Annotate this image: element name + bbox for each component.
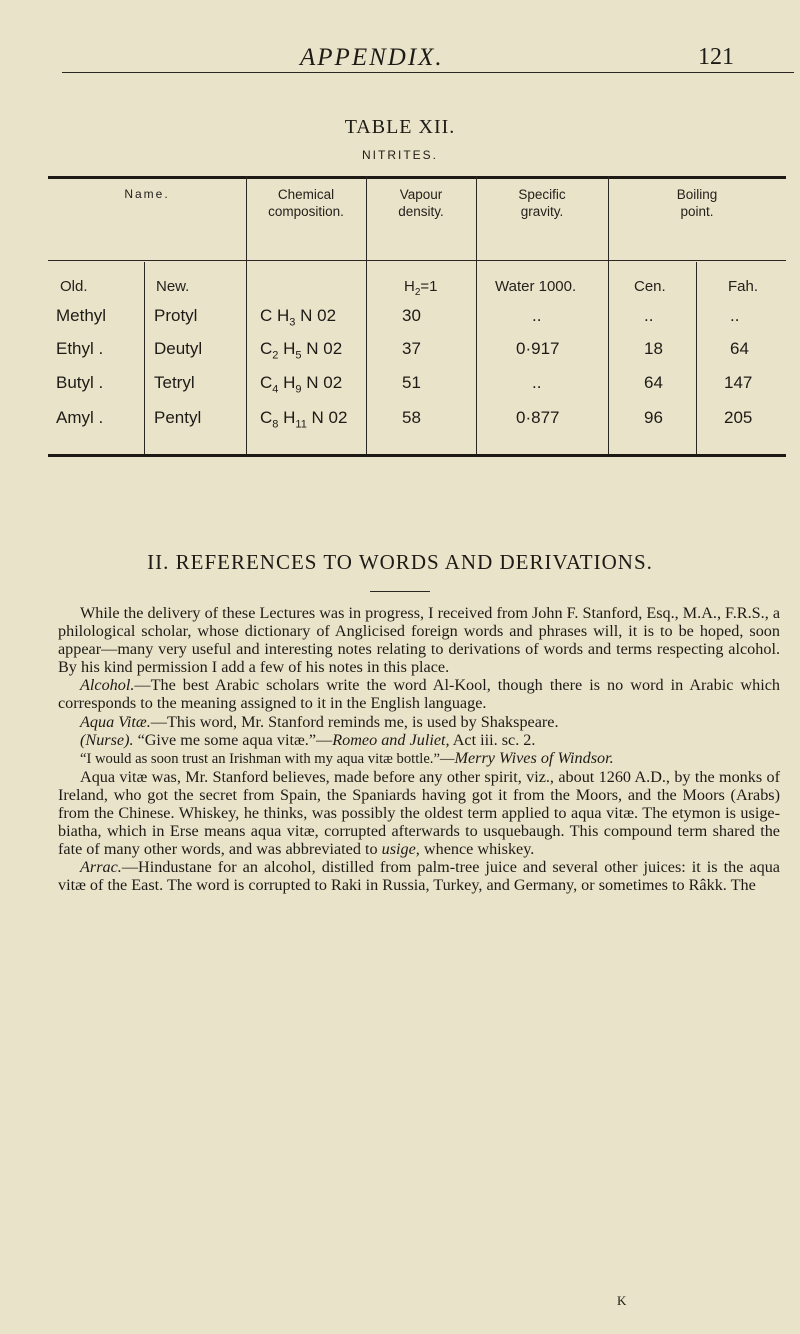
heading-rule (370, 591, 430, 592)
cell-boiling-fah: .. (730, 306, 740, 325)
subheader-cen: Cen. (634, 278, 666, 295)
section-heading: II. REFERENCES TO WORDS AND DERIVATIONS. (147, 550, 653, 574)
column-divider (144, 262, 145, 454)
header-boiling-line2: point. (680, 204, 714, 219)
header-chemical (246, 186, 366, 220)
cell-vapour-density: 58 (402, 408, 421, 427)
subheader-new: New. (156, 278, 190, 295)
header-boiling-line1: Boiling (676, 187, 718, 202)
table-title: TABLE XII. (344, 116, 456, 138)
paragraph: Arrac.—Hindustane for an alcohol, distilled from palm-tree juice and several other juices: it is the aqua vitæ of the East. The word is corrupted to Raki in Russia, Turkey, and Germany, or sometimes to Râkk. The (58, 858, 780, 895)
table-header-rule (48, 260, 786, 261)
header-boiling (608, 186, 786, 220)
cell-specific-gravity: 0·917 (516, 339, 560, 358)
paragraph: While the delivery of these Lectures was in progress, I received from John F. Stanford, Esq., M.A., F.R.S., a philological scholar, whose dictionary of Anglicised foreign words and phrases will, it is to be hoped, soon appear—many very useful and interesting notes relating to derivations of words and terms respecting alcohol. By his kind permission I add a few of his notes in this place. (58, 604, 780, 677)
cell-boiling-fah: 64 (730, 339, 749, 358)
cell-formula: $C_4$ $H_9$ N 02 (260, 373, 343, 396)
signature-mark: K (617, 1293, 627, 1308)
table-top-rule (48, 176, 786, 179)
cell-new-name: Deutyl (154, 339, 203, 358)
cell-formula: $C_8$ $H_{11}$ N 02 (260, 408, 348, 431)
nitrites-table (48, 176, 798, 460)
cell-boiling-cen: 64 (644, 373, 663, 392)
header-vapour-line2: density. (398, 204, 444, 219)
cell-new-name: Tetryl (154, 373, 195, 392)
table-bottom-rule (48, 454, 786, 457)
header-specific-line2: gravity. (520, 204, 564, 219)
header-specific (476, 186, 608, 220)
cell-old-name: Methyl (56, 306, 107, 325)
body-text (58, 604, 780, 895)
cell-formula: $C_2$ $H_5$ N 02 (260, 339, 343, 362)
cell-old-name: Ethyl . (56, 339, 104, 358)
cell-formula: C $H_3$ N 02 (260, 306, 337, 329)
cell-new-name: Pentyl (154, 408, 202, 427)
cell-specific-gravity: 0·877 (516, 408, 560, 427)
subheader-water: Water 1000. (495, 278, 577, 295)
quotation: (Nurse). “Give me some aqua vitæ.”—Romeo and Juliet, Act iii. sc. 2. (80, 730, 536, 749)
page-number: 121 (698, 44, 734, 70)
paragraph: Alcohol.—The best Arabic scholars write the word Al-Kool, though there is no word in Arabic which corresponds to the meaning assigned to it in the English language. (58, 676, 780, 713)
cell-vapour-density: 51 (402, 373, 421, 392)
subheader-vapour: $H_2=1$ (404, 278, 438, 298)
header-chemical-line2: composition. (268, 204, 344, 219)
cell-vapour-density: 30 (402, 306, 421, 325)
cell-boiling-cen: 96 (644, 408, 663, 427)
cell-boiling-fah: 147 (724, 373, 753, 392)
cell-specific-gravity: .. (532, 306, 542, 325)
cell-specific-gravity: .. (532, 373, 542, 392)
cell-old-name: Butyl . (56, 373, 104, 392)
paragraph: Aqua vitæ was, Mr. Stanford believes, made before any other spirit, viz., about 1260 A.D., by the monks of Ireland, who got the secret from Spain, the Spaniards having got it from the Moors, and the Moors (Arabs) from the Chinese. Whiskey, he thinks, was possibly the oldest term applied to aqua vitæ. The etymon is usige-biatha, which in Erse means aqua vitæ, corrupted afterwards to usquebaugh. This compound term shared the fate of many other words, and was abbreviated to usige, whence whiskey. (58, 767, 780, 859)
table-subtitle: NITRITES. (361, 148, 438, 162)
cell-new-name: Protyl (154, 306, 198, 325)
header-name: Name. (124, 187, 170, 201)
header-chemical-line1: Chemical (277, 187, 335, 202)
cell-boiling-cen: 18 (644, 339, 663, 358)
column-divider (696, 262, 697, 454)
cell-boiling-cen: .. (644, 306, 654, 325)
cell-old-name: Amyl . (56, 408, 104, 427)
header-specific-line1: Specific (518, 187, 566, 202)
header-vapour-line1: Vapour (399, 187, 443, 202)
running-head (0, 42, 800, 78)
quotation: “I would as soon trust an Irishman with my aqua vitæ bottle.”—Merry Wives of Windsor. (80, 748, 614, 767)
subheader-old: Old. (60, 278, 88, 295)
running-title: APPENDIX. (300, 44, 444, 71)
cell-boiling-fah: 205 (724, 408, 753, 427)
header-vapour (366, 186, 476, 220)
cell-vapour-density: 37 (402, 339, 421, 358)
paragraph: Aqua Vitæ.—This word, Mr. Stanford reminds me, is used by Shakspeare. (80, 712, 559, 731)
header-rule (62, 72, 794, 73)
subheader-fah: Fah. (728, 278, 759, 295)
